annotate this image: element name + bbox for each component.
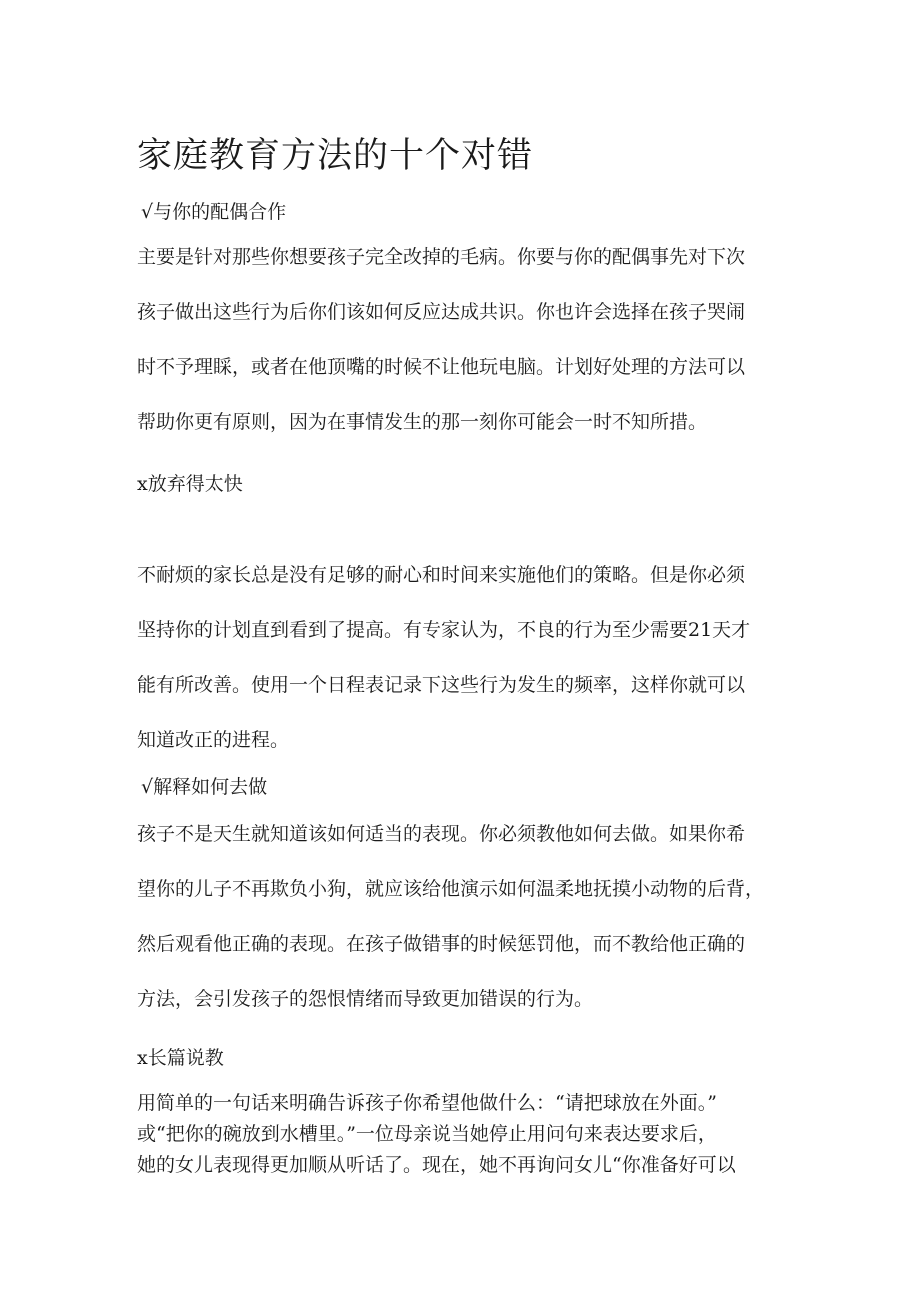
section-paragraph-long-lecture <box>137 1089 797 1182</box>
section-heading-give-up-too-fast: x放弃得太快 <box>137 473 243 495</box>
paragraph-line: 用简单的一句话来明确告诉孩子你希望他做什么：“请把球放在外面。” <box>137 1092 717 1114</box>
paragraph-line: 时不予理睬，或者在他顶嘴的时候不让他玩电脑。计划好处理的方法可以 <box>137 356 746 378</box>
paragraph-line: 坚持你的计划直到看到了提高。有专家认为，不良的行为至少需要21天才 <box>137 619 751 641</box>
paragraph-line: 孩子做出这些行为后你们该如何反应达成共识。你也许会选择在孩子哭闹 <box>137 301 746 323</box>
section-heading-spouse-cooperation: √与你的配偶合作 <box>141 201 287 223</box>
section-heading-explain-how: √解释如何去做 <box>141 776 268 798</box>
paragraph-line: 方法，会引发孩子的怨恨情绪而导致更加错误的行为。 <box>137 988 594 1010</box>
paragraph-line: 知道改正的进程。 <box>137 729 290 751</box>
paragraph-line: 望你的儿子不再欺负小狗，就应该给他演示如何温柔地抚摸小动物的后背， <box>137 878 765 900</box>
paragraph-line: 她的女儿表现得更加顺从听话了。现在，她不再询问女儿“你准备好可以 <box>137 1154 736 1176</box>
section-paragraph-explain-how <box>137 819 797 1014</box>
paragraph-line: 能有所改善。使用一个日程表记录下这些行为发生的频率，这样你就可以 <box>137 674 746 696</box>
document-title: 家庭教育方法的十个对错 <box>137 136 534 176</box>
paragraph-line: 主要是针对那些你想要孩子完全改掉的毛病。你要与你的配偶事先对下次 <box>137 246 746 268</box>
section-heading-long-lecture: x长篇说教 <box>137 1047 224 1069</box>
paragraph-line: 孩子不是天生就知道该如何适当的表现。你必须教他如何去做。如果你希 <box>137 823 746 845</box>
paragraph-line: 不耐烦的家长总是没有足够的耐心和时间来实施他们的策略。但是你必须 <box>137 564 746 586</box>
paragraph-line: 然后观看他正确的表现。在孩子做错事的时候惩罚他，而不教给他正确的 <box>137 933 746 955</box>
paragraph-line: 或“把你的碗放到水槽里。”一位母亲说当她停止用问句来表达要求后， <box>137 1123 717 1145</box>
section-paragraph-spouse-cooperation <box>137 242 797 437</box>
section-paragraph-give-up-too-fast <box>137 560 797 755</box>
paragraph-line: 帮助你更有原则，因为在事情发生的那一刻你可能会一时不知所措。 <box>137 411 708 433</box>
